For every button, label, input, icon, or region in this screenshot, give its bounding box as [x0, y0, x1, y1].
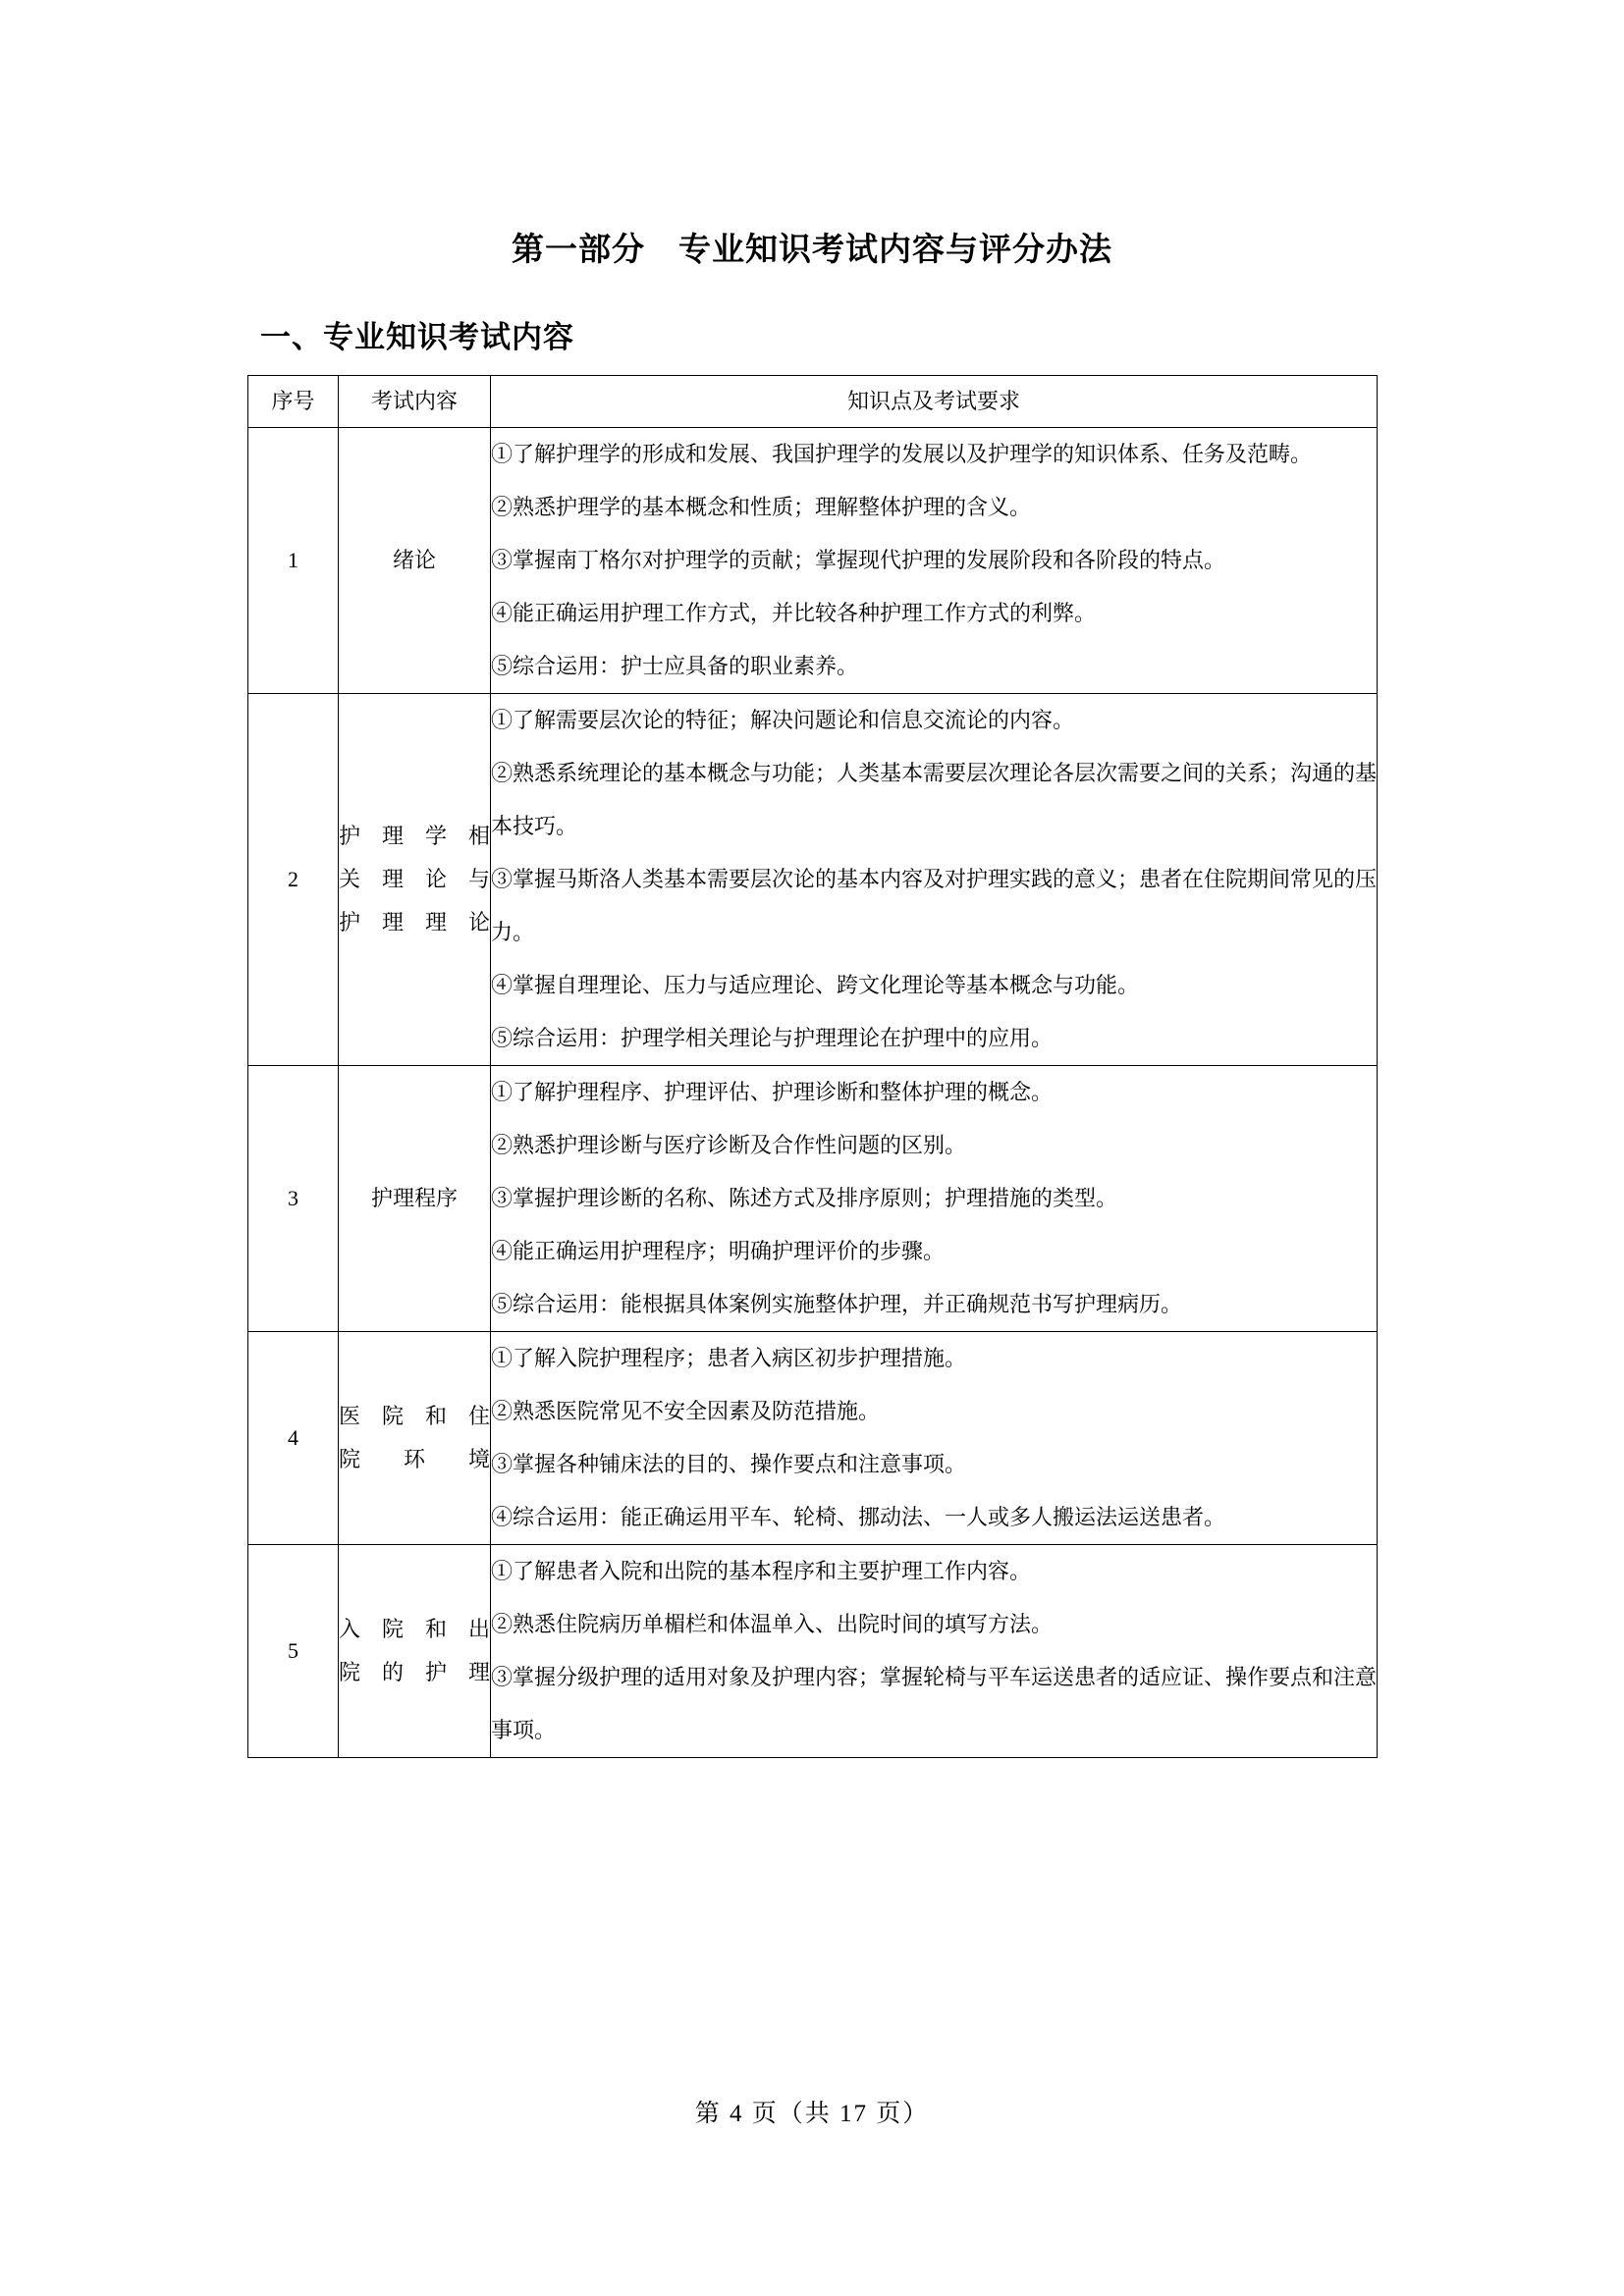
table-row [248, 694, 1378, 1066]
knowledge-point: ④能正确运用护理工作方式，并比较各种护理工作方式的利弊。 [491, 601, 1097, 625]
page-footer: 第 4 页（共 17 页） [694, 2101, 930, 2127]
table-header-row [248, 376, 1378, 428]
knowledge-point: ①了解入院护理程序；患者入病区初步护理措施。 [491, 1346, 967, 1370]
knowledge-point: ②熟悉护理诊断与医疗诊断及合作性问题的区别。 [491, 1133, 967, 1157]
knowledge-point: ③掌握马斯洛人类基本需要层次论的基本内容及对护理实践的意义；患者在住院期间常见的压力。 [491, 867, 1378, 944]
knowledge-point: ②熟悉护理学的基本概念和性质；理解整体护理的含义。 [491, 495, 1032, 519]
knowledge-point: ③掌握南丁格尔对护理学的贡献；掌握现代护理的发展阶段和各阶段的特点。 [491, 548, 1226, 572]
knowledge-point: ③掌握各种铺床法的目的、操作要点和注意事项。 [491, 1452, 967, 1476]
knowledge-point: ⑤综合运用：能根据具体案例实施整体护理，并正确规范书写护理病历。 [491, 1292, 1183, 1316]
row-topic [339, 1332, 491, 1545]
knowledge-point: ⑤综合运用：护理学相关理论与护理理论在护理中的应用。 [491, 1026, 1054, 1050]
knowledge-point: ⑤综合运用：护士应具备的职业素养。 [491, 654, 859, 678]
knowledge-point: ③掌握分级护理的适用对象及护理内容；掌握轮椅与平车运送患者的适应证、操作要点和注意事项。 [491, 1665, 1378, 1742]
row-points [491, 1545, 1378, 1758]
row-points [491, 1332, 1378, 1545]
knowledge-point: ④能正确运用护理程序；明确护理评价的步骤。 [491, 1239, 946, 1263]
knowledge-point: ①了解护理学的形成和发展、我国护理学的发展以及护理学的知识体系、任务及范畴。 [491, 442, 1313, 466]
knowledge-point: ①了解需要层次论的特征；解决问题论和信息交流论的内容。 [491, 708, 1075, 732]
knowledge-point: ②熟悉医院常见不安全因素及防范措施。 [491, 1399, 881, 1423]
table-body [248, 428, 1378, 1758]
knowledge-point: ④掌握自理理论、压力与适应理论、跨文化理论等基本概念与功能。 [491, 973, 1140, 997]
table-row [248, 1545, 1378, 1758]
row-topic-line: 医院和住 [339, 1404, 490, 1428]
row-number: 1 [248, 428, 339, 694]
column-header-no: 序号 [248, 376, 339, 428]
row-number: 2 [248, 694, 339, 1066]
row-number: 4 [248, 1332, 339, 1545]
table-row [248, 1066, 1378, 1332]
row-number: 5 [248, 1545, 339, 1758]
row-topic-line: 关理论与 [339, 867, 490, 891]
row-topic [339, 1545, 491, 1758]
column-header-topic: 考试内容 [339, 376, 491, 428]
knowledge-point: ①了解护理程序、护理评估、护理诊断和整体护理的概念。 [491, 1080, 1054, 1104]
knowledge-point: ①了解患者入院和出院的基本程序和主要护理工作内容。 [491, 1559, 1032, 1583]
knowledge-point: ②熟悉住院病历单楣栏和体温单入、出院时间的填写方法。 [491, 1612, 1054, 1636]
knowledge-point: ④综合运用：能正确运用平车、轮椅、挪动法、一人或多人搬运法运送患者。 [491, 1505, 1226, 1529]
row-points [491, 694, 1378, 1066]
column-header-points: 知识点及考试要求 [491, 376, 1378, 428]
row-topic-line: 院的护理 [339, 1660, 490, 1684]
row-topic-line: 入院和出 [339, 1617, 490, 1641]
table-row [248, 428, 1378, 694]
row-topic: 绪论 [339, 428, 491, 694]
row-topic: 护理程序 [339, 1066, 491, 1332]
exam-content-table [247, 375, 1378, 1758]
row-topic-line: 护理学相 [339, 824, 490, 848]
row-topic-line: 院环境 [339, 1447, 490, 1471]
row-number: 3 [248, 1066, 339, 1332]
row-topic-line: 护理理论 [339, 910, 490, 934]
knowledge-point: ③掌握护理诊断的名称、陈述方式及排序原则；护理措施的类型。 [491, 1186, 1118, 1210]
row-points [491, 1066, 1378, 1332]
page-title: 第一部分 专业知识考试内容与评分办法 [512, 233, 1112, 268]
section-heading: 一、专业知识考试内容 [260, 320, 574, 354]
row-points [491, 428, 1378, 694]
table-row [248, 1332, 1378, 1545]
row-topic [339, 694, 491, 1066]
knowledge-point: ②熟悉系统理论的基本概念与功能；人类基本需要层次理论各层次需要之间的关系；沟通的基本技巧。 [491, 761, 1378, 838]
